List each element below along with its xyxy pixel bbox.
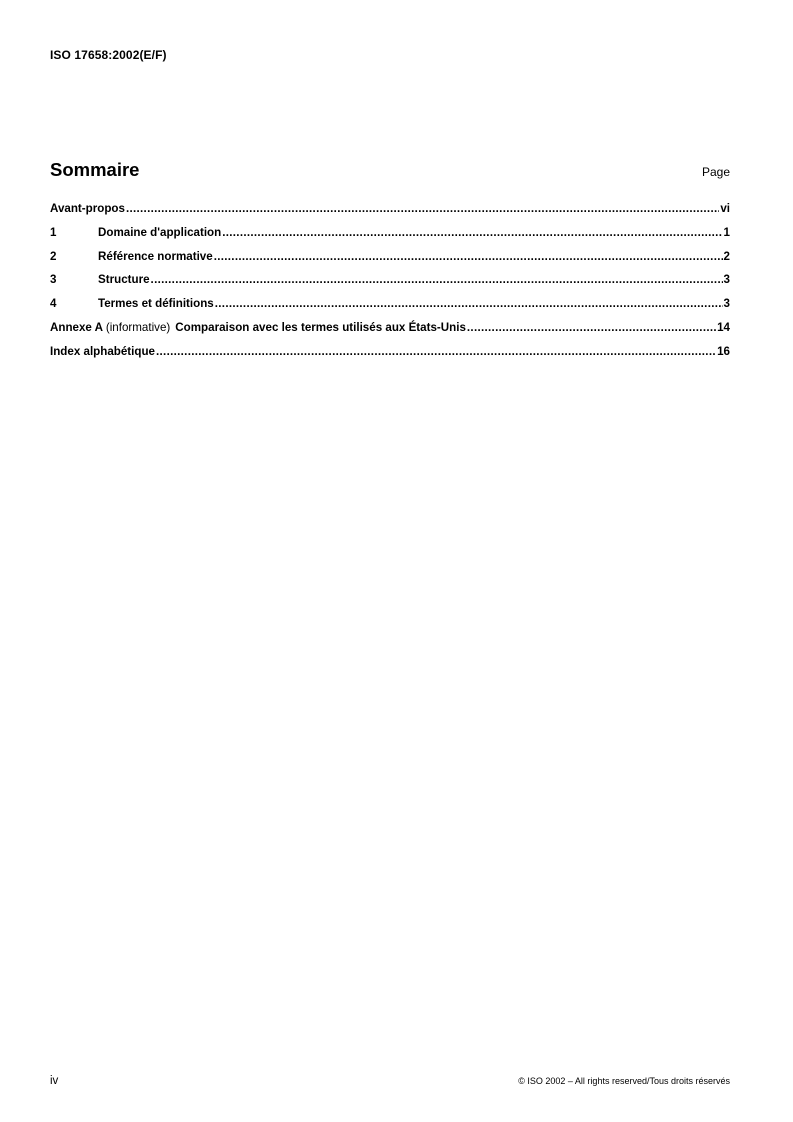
toc-title: Sommaire [50, 159, 140, 180]
footer-page-number: iv [50, 1075, 59, 1087]
toc-entry-page: 16 [717, 344, 730, 358]
toc-entry-page: 1 [723, 225, 730, 239]
toc-entry-termes-definitions[interactable] [50, 297, 730, 321]
toc-entry-reference-normative[interactable] [50, 250, 730, 274]
annex-qualifier: (informative) [105, 320, 171, 334]
toc-entry-annexe-a[interactable] [50, 321, 730, 345]
toc-entry-domaine-application[interactable] [50, 226, 730, 250]
annex-title: Comparaison avec les termes utilisés aux États-Unis [175, 320, 466, 334]
toc-entry-number: 4 [50, 297, 57, 311]
toc-entry-page: 3 [723, 273, 730, 287]
toc-entry-index-alphabetique[interactable] [50, 345, 730, 369]
document-id: ISO 17658:2002(E/F) [50, 48, 167, 62]
toc-leader-dots [222, 226, 722, 239]
toc-entry-number: 3 [50, 273, 57, 287]
toc-entry-label: Domaine d'application [98, 225, 222, 239]
annex-prefix: Annexe A [50, 320, 103, 334]
toc-leader-dots [215, 297, 723, 310]
toc-leader-dots [214, 250, 723, 263]
toc-leader-dots [126, 202, 719, 215]
toc-entry-page: 2 [723, 249, 730, 263]
toc-entry-label: Avant-propos [50, 202, 125, 215]
toc-entry-page: 14 [717, 320, 730, 334]
toc-leader-dots [156, 345, 716, 358]
toc-entry-avant-propos[interactable] [50, 202, 730, 226]
toc-entry-page: 3 [723, 297, 730, 311]
toc-leader-dots [467, 321, 716, 334]
toc-entry-label [50, 321, 466, 334]
toc-heading [50, 159, 730, 185]
toc-entry-label: Structure [98, 273, 150, 287]
toc-leader-dots [151, 273, 723, 286]
toc-entry-label: Termes et définitions [98, 297, 214, 311]
toc-entry-label: Index alphabétique [50, 344, 156, 358]
toc-entry-page: vi [720, 202, 730, 215]
table-of-contents [50, 202, 730, 369]
toc-entry-structure[interactable] [50, 273, 730, 297]
toc-entry-label: Référence normative [98, 249, 213, 263]
footer-copyright: © ISO 2002 – All rights reserved/Tous droits réservés [518, 1076, 730, 1086]
toc-entry-number: 2 [50, 249, 57, 263]
toc-entry-number: 1 [50, 225, 57, 239]
toc-page-column-label: Page [701, 165, 730, 179]
